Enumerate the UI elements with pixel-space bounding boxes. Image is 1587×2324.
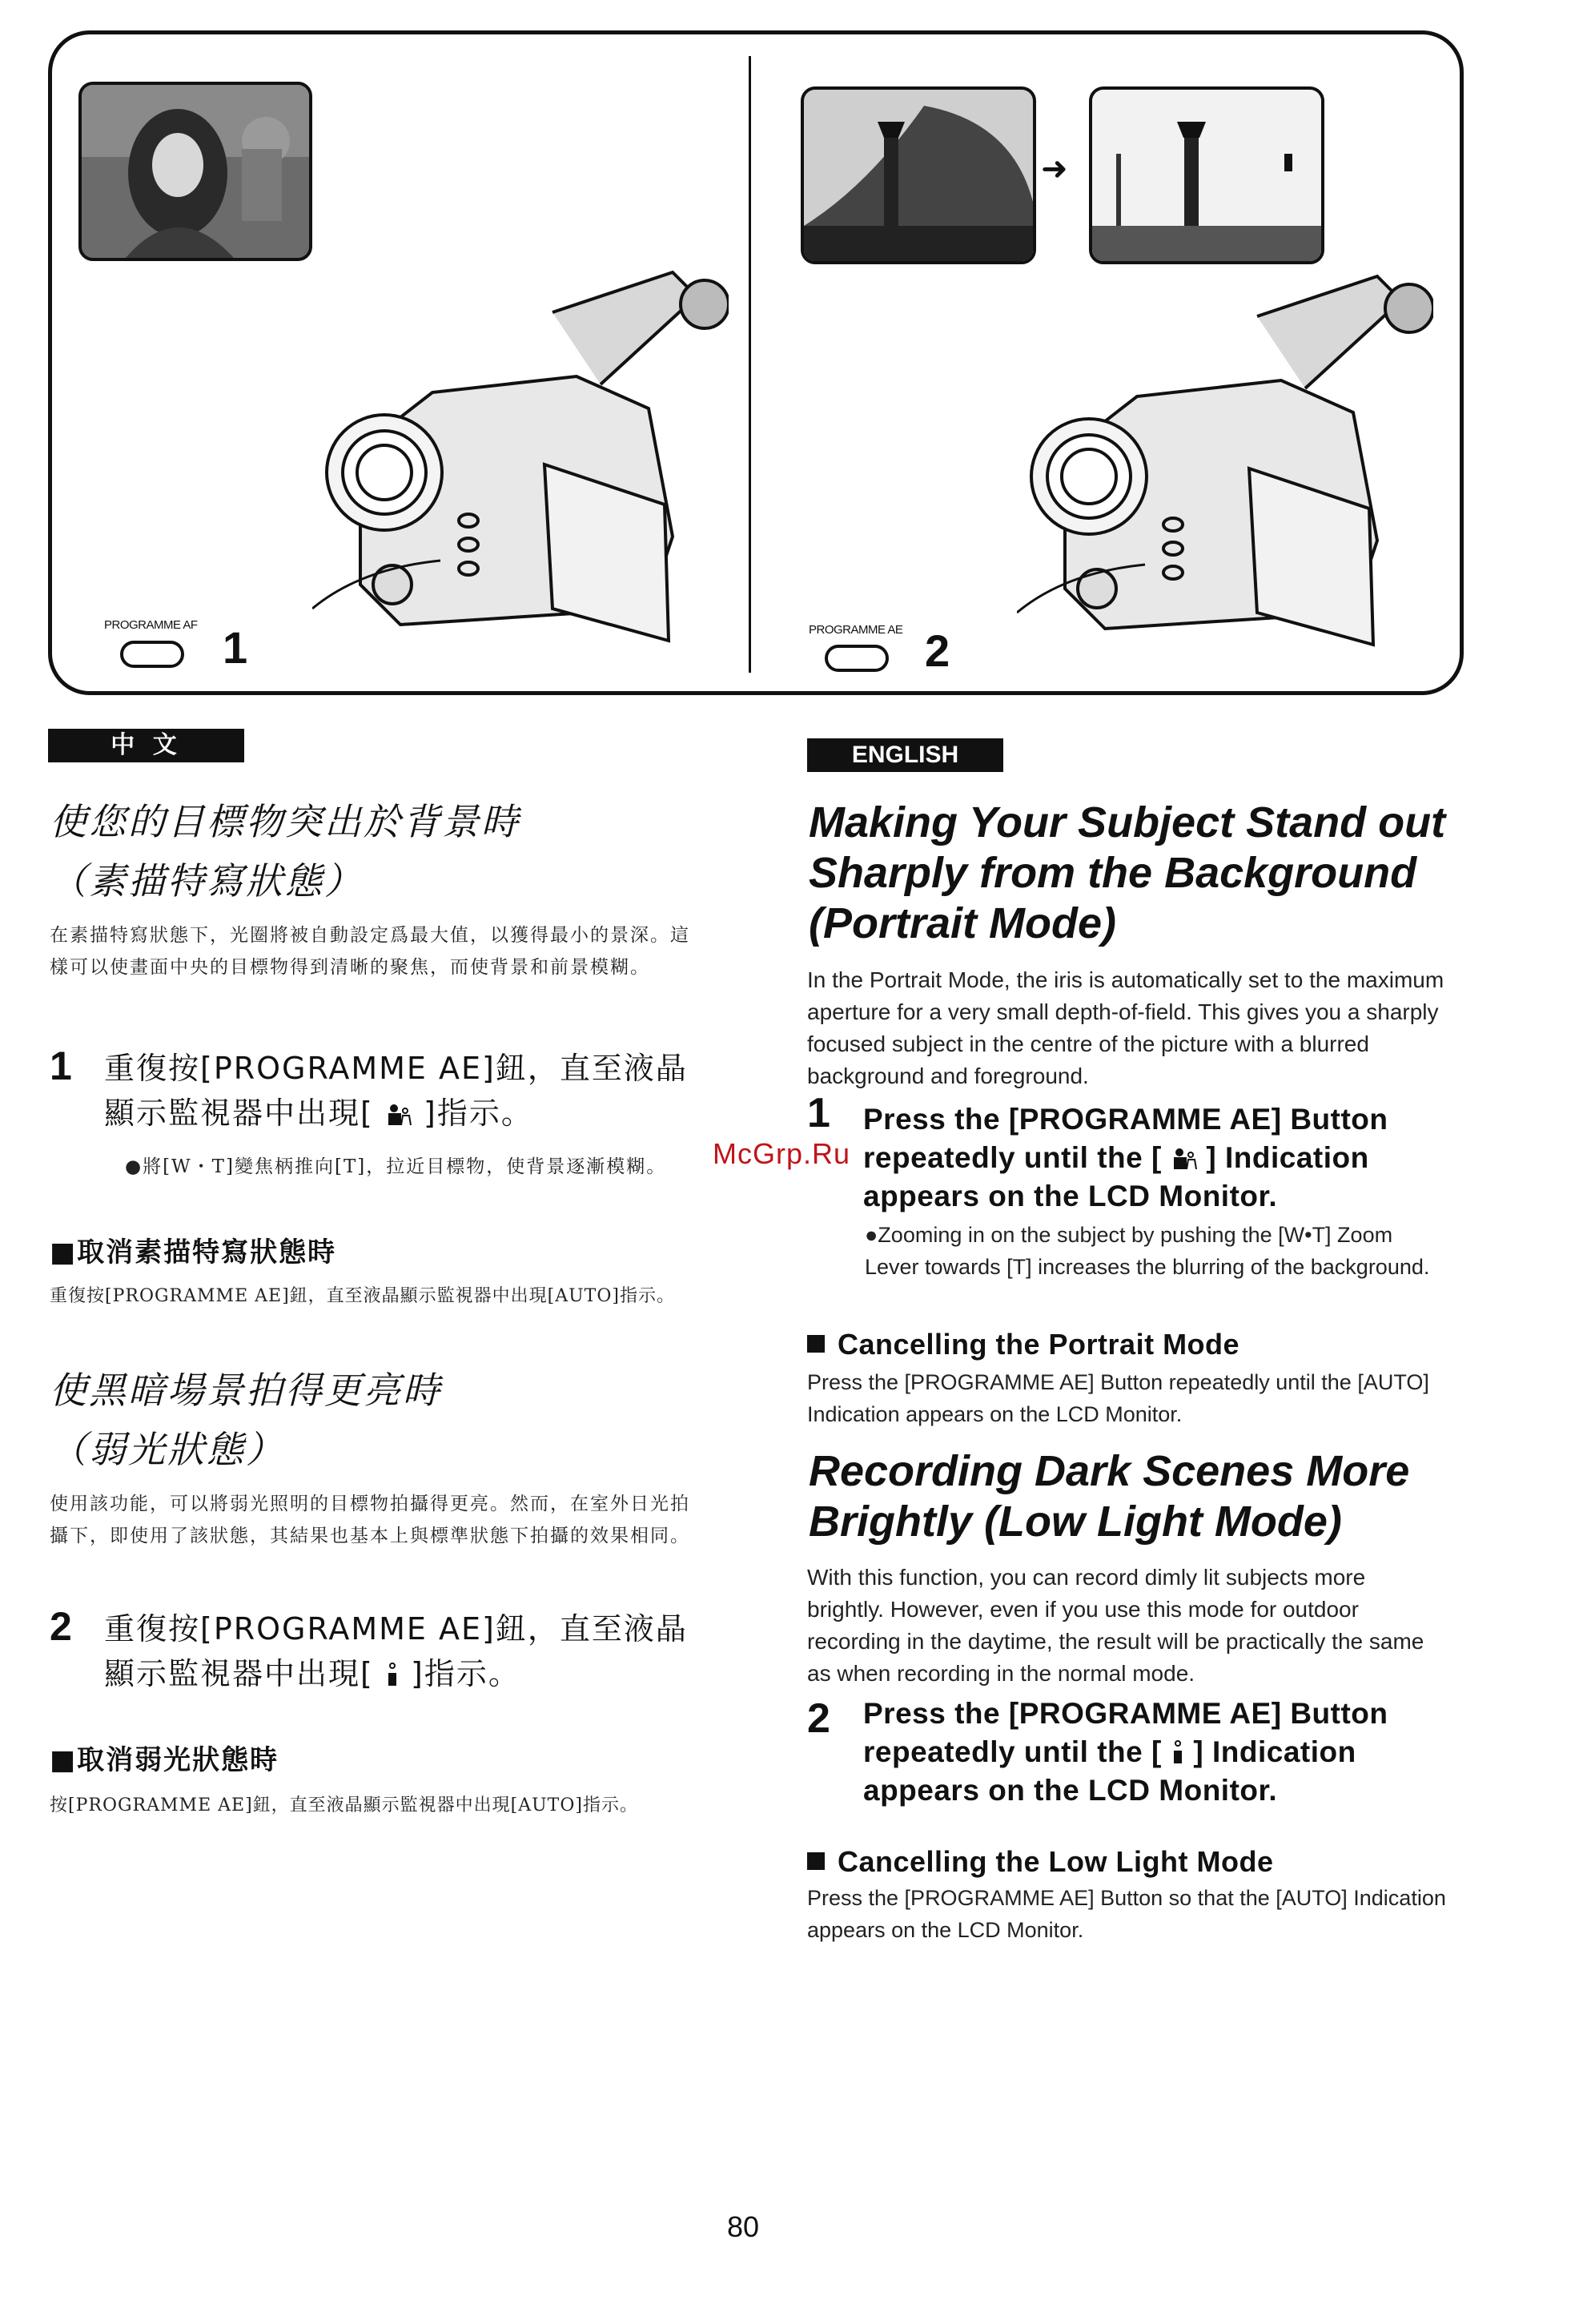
en-step1-text	[863, 1100, 1472, 1216]
programme-button-label-right: PROGRAMME AE	[809, 623, 903, 637]
en-cancel-lowlight-text: Press the [PROGRAMME AE] Button so that the [AUTO] Indication appears on the LCD Monitor.	[807, 1886, 1446, 1942]
en-title-lowlight: Recording Dark Scenes More Brightly (Low Light Mode)	[809, 1447, 1410, 1546]
zh-step2-number: 2	[50, 1604, 72, 1649]
en-step1-bullet: ●Zooming in on the subject by pushing the [W•T] Zoom Lever towards [T] increases the blurring of the background.	[865, 1223, 1430, 1279]
zh-step2-text	[104, 1606, 713, 1696]
panel-divider	[749, 56, 751, 673]
zh-intro-portrait: 在素描特寫狀態下，光圈將被自動設定爲最大值，以獲得最小的景深。這樣可以使畫面中央的目標物得到清晰的聚焦，而使背景和前景模糊。	[50, 925, 690, 978]
zh-step1-text-b: ]指示。	[424, 1096, 533, 1131]
zh-intro-lowlight: 使用該功能，可以將弱光照明的目標物拍攝得更亮。然而，在室外日光拍攝下，即使用了該狀態，其結果也基本上與標準狀態下拍攝的效果相同。	[50, 1494, 690, 1546]
illustration-step-2: 2	[925, 625, 950, 676]
zh-title-lowlight-line2: （弱光狀態）	[50, 1428, 285, 1471]
programme-button-icon-right	[825, 645, 889, 672]
zh-title-portrait-line1: 使您的目標物突出於背景時	[50, 800, 520, 843]
arrow-icon: ➜	[1041, 151, 1068, 187]
en-cancel-lowlight-title-text: Cancelling the Low Light Mode	[838, 1845, 1274, 1878]
english-section-badge: ENGLISH	[807, 738, 1003, 772]
zh-step1-number: 1	[50, 1043, 72, 1088]
en-step2-number: 2	[807, 1695, 830, 1742]
zh-step2-text-a: 重復按[PROGRAMME AE]鈕，直至液晶顯示監視器中出現[	[104, 1611, 688, 1691]
zh-title-portrait-line2: （素描特寫狀態）	[50, 859, 364, 903]
programme-button-label-left: PROGRAMME AF	[104, 618, 198, 632]
en-step1-number: 1	[807, 1090, 830, 1136]
programme-button-icon-left	[120, 641, 184, 668]
zh-cancel-lowlight-title: ■取消弱光狀態時	[50, 1744, 279, 1776]
en-step1-text-a: Press the [PROGRAMME AE] Button repeatedly until the [	[863, 1103, 1388, 1174]
page-number: 80	[727, 2210, 760, 2243]
en-step2-text	[863, 1695, 1472, 1810]
zh-title-lowlight-line1: 使黑暗場景拍得更亮時	[50, 1369, 442, 1412]
scene-photo-before	[801, 86, 1036, 264]
en-step2-text-b: ] Indication appears on the LCD Monitor.	[863, 1735, 1356, 1807]
chinese-section-badge: 中 文	[48, 729, 244, 762]
en-cancel-portrait-title-text: Cancelling the Portrait Mode	[838, 1328, 1240, 1361]
portrait-mode-icon-en	[1171, 1145, 1198, 1171]
portrait-mode-icon	[385, 1101, 412, 1127]
en-cancel-portrait-text: Press the [PROGRAMME AE] Button repeatedly until the [AUTO] Indication appears on the LCD Monitor.	[807, 1370, 1429, 1426]
en-intro-lowlight: With this function, you can record dimly lit subjects more brightly. However, even if you use this mode for outdoor recording in the daytime, the result will be practically the same as when recording in the normal mode.	[807, 1565, 1424, 1686]
en-intro-portrait: In the Portrait Mode, the iris is automatically set to the maximum aperture for a very small depth-of-field. This gives you a sharply focused subject in the centre of the picture with a blurred background and foreground.	[807, 967, 1444, 1088]
portrait-photo	[78, 82, 312, 261]
zh-step2-text-b: ]指示。	[411, 1656, 520, 1691]
zh-cancel-portrait-title: ■取消素描特寫狀態時	[50, 1236, 337, 1269]
low-light-mode-icon-en	[1171, 1739, 1185, 1765]
watermark: McGrp.Ru	[713, 1137, 851, 1170]
camcorder-illustration-right	[1017, 268, 1433, 685]
en-step1-text-b: ] Indication appears on the LCD Monitor.	[863, 1141, 1369, 1212]
zh-step1-text	[104, 1046, 713, 1136]
zh-step1-bullet: ●將[W・T]變焦柄推向[T]，拉近目標物，使背景逐漸模糊。	[125, 1156, 667, 1177]
square-bullet-icon	[807, 1335, 825, 1353]
en-title-portrait: Making Your Subject Stand out Sharply from the Background (Portrait Mode)	[809, 798, 1446, 947]
zh-step1-text-a: 重復按[PROGRAMME AE]鈕，直至液晶顯示監視器中出現[	[104, 1051, 688, 1131]
zh-cancel-lowlight-text: 按[PROGRAMME AE]鈕，直至液晶顯示監視器中出現[AUTO]指示。	[50, 1795, 638, 1815]
low-light-mode-icon	[385, 1662, 400, 1687]
en-cancel-lowlight-title	[807, 1845, 1273, 1879]
zh-cancel-portrait-text: 重復按[PROGRAMME AE]鈕，直至液晶顯示監視器中出現[AUTO]指示。	[50, 1286, 675, 1306]
illustration-step-1: 1	[223, 622, 248, 673]
square-bullet-icon	[807, 1852, 825, 1870]
en-step2-text-a: Press the [PROGRAMME AE] Button repeatedly until the [	[863, 1697, 1388, 1768]
camcorder-illustration-left	[312, 264, 729, 681]
en-cancel-portrait-title	[807, 1328, 1239, 1361]
scene-photo-after	[1089, 86, 1324, 264]
